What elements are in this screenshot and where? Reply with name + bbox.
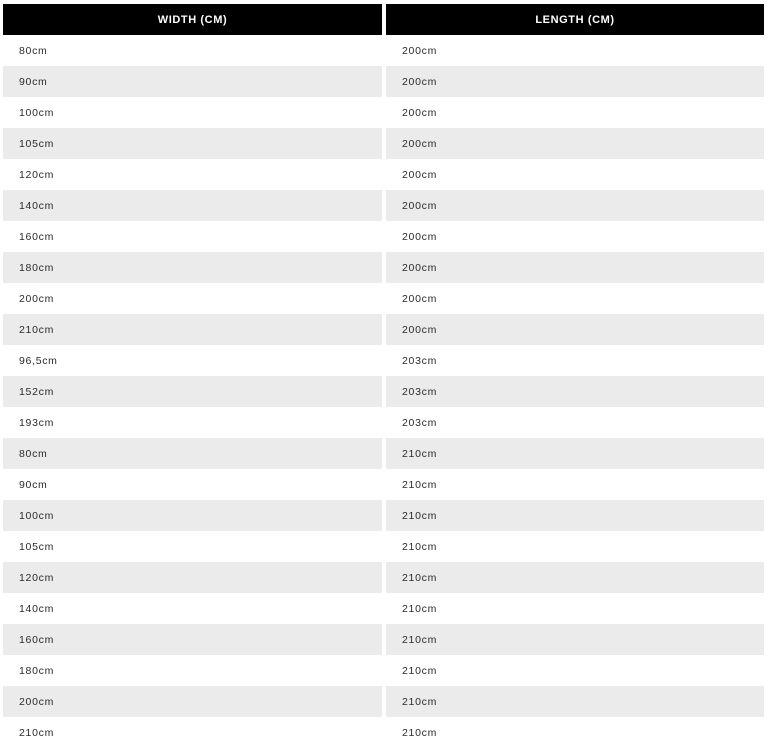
- table-cell-length: 200cm: [402, 106, 438, 119]
- table-cell-width: 100cm: [19, 106, 55, 119]
- table-cell-length: 210cm: [402, 540, 438, 553]
- table-cell-width: 80cm: [3, 438, 382, 469]
- table-cell-width: 200cm: [19, 292, 55, 305]
- table-cell-width: 120cm: [19, 168, 55, 181]
- header-length: LENGTH (CM): [386, 4, 764, 35]
- table-cell-width: 180cm: [19, 664, 55, 677]
- table-cell-width: 180cm: [3, 252, 382, 283]
- table-cell-width: 105cm: [19, 540, 55, 553]
- table-cell-width: 200cm: [3, 686, 382, 717]
- table-cell-width: 105cm: [3, 128, 382, 159]
- table-cell-width: 210cm: [19, 726, 55, 739]
- table-cell-length: 210cm: [386, 562, 764, 593]
- table-cell-length: 210cm: [402, 664, 438, 677]
- table-cell-length: 210cm: [402, 602, 438, 615]
- table-cell-width: 140cm: [3, 190, 382, 221]
- table-cell-length: 210cm: [386, 438, 764, 469]
- table-cell-width: 90cm: [3, 66, 382, 97]
- table-cell-width: 152cm: [3, 376, 382, 407]
- table-cell-length: 210cm: [402, 726, 438, 739]
- table-cell-width: 160cm: [19, 230, 55, 243]
- table-cell-length: 210cm: [386, 686, 764, 717]
- table-cell-width: 96,5cm: [19, 354, 58, 367]
- table-cell-length: 200cm: [386, 190, 764, 221]
- table-cell-width: 193cm: [19, 416, 55, 429]
- table-cell-length: 210cm: [402, 478, 438, 491]
- table-cell-length: 210cm: [386, 500, 764, 531]
- table-cell-width: 120cm: [3, 562, 382, 593]
- table-cell-length: 200cm: [386, 128, 764, 159]
- table-cell-length: 200cm: [402, 230, 438, 243]
- table-cell-length: 200cm: [402, 168, 438, 181]
- table-cell-width: 80cm: [19, 44, 48, 57]
- table-cell-length: 200cm: [402, 44, 438, 57]
- table-cell-width: 210cm: [3, 314, 382, 345]
- table-cell-length: 200cm: [386, 66, 764, 97]
- table-cell-width: 100cm: [3, 500, 382, 531]
- table-cell-length: 203cm: [402, 354, 438, 367]
- table-cell-width: 160cm: [3, 624, 382, 655]
- table-cell-width: 90cm: [19, 478, 48, 491]
- table-cell-length: 203cm: [386, 376, 764, 407]
- table-cell-length: 200cm: [386, 252, 764, 283]
- table-cell-length: 200cm: [402, 292, 438, 305]
- size-table: [3, 4, 764, 748]
- table-cell-width: 140cm: [19, 602, 55, 615]
- header-width: WIDTH (CM): [3, 4, 382, 35]
- table-cell-length: 210cm: [386, 624, 764, 655]
- table-cell-length: 200cm: [386, 314, 764, 345]
- table-cell-length: 203cm: [402, 416, 438, 429]
